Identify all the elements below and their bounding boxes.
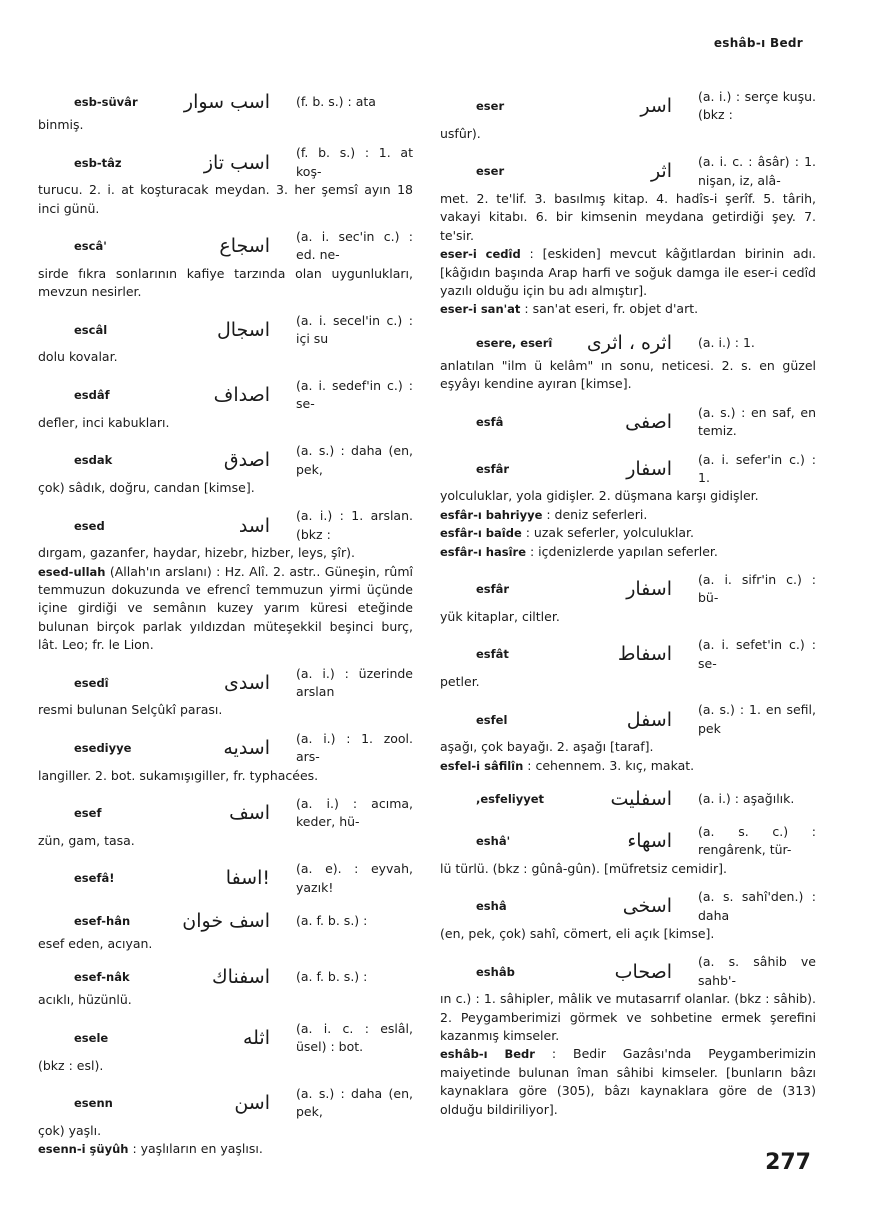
- headword: eshâ: [476, 899, 507, 914]
- grammar-info: (a. i. sec'in c.) : ed. ne-: [296, 229, 413, 263]
- definition: met. 2. te'lif. 3. basılmış kitap. 4. hadîs-i şerîf. 5. târih, vakayi kitabı. 6. bir kimsenin meydana getirdiği şey. 7. te'sir.: [440, 191, 816, 243]
- entry-head: [38, 312, 413, 349]
- entry-head: [440, 785, 816, 813]
- entry-head: [440, 571, 816, 608]
- arabic-script: اصحاب: [614, 960, 672, 983]
- definition: binmiş.: [38, 117, 84, 132]
- definition: anlatılan "ilm ü kelâm" ın sonu, neticesi. 2. s. en güzel eşyâyı kendine ayıran [kimse].: [440, 357, 816, 392]
- dictionary-entry: [440, 88, 816, 143]
- grammar-info: (a. i.) : üzerinde arslan: [296, 665, 413, 699]
- definition: sirde fıkra sonlarının kafiye tarzında olan uygunlukları, mevzun nesirler.: [38, 265, 413, 300]
- arabic-script: !اسفا: [225, 867, 270, 890]
- dictionary-entry: [440, 571, 816, 626]
- dictionary-entry: [38, 665, 413, 720]
- dictionary-entry: [440, 329, 816, 394]
- left-column: [38, 88, 413, 1169]
- dictionary-entry: [38, 860, 413, 897]
- headword: esediyye: [74, 740, 132, 755]
- sub-definition: (Allah'ın arslanı) : Hz. Alî. 2. astr.. Güneşin, rûmî temmuzun dokuzunda ve efrencî temmuzun yirmi üçünde içine girdiği ve semânın kuzey yarım küresi eteğinde bulunan birçok parlak yıldızdan müteşekkil beşinci burç, lât. Leo; fr. le Lion.: [38, 563, 413, 653]
- headword: esb-tâz: [74, 155, 122, 170]
- dictionary-entry: [38, 377, 413, 432]
- headword: esed: [74, 518, 105, 533]
- sub-definition: : [eskiden] mevcut kâğıtlardan birinin adı. [kâğıdın başında Arap harfi ve soğuk damga ile eser-i cedîd yazılı olduğu için bu adı almıştır].: [440, 246, 816, 299]
- grammar-info: (a. s.) : daha (en, pek,: [296, 1086, 413, 1120]
- definition: dırgam, gazanfer, haydar, hizebr, hizber, leys, şîr).: [38, 545, 355, 561]
- sub-definition: : yaşlıların en yaşlısı.: [132, 1141, 263, 1157]
- entry-head: [440, 636, 816, 673]
- arabic-script: اسجال: [216, 318, 270, 341]
- dictionary-entry: [440, 888, 816, 943]
- arabic-script: اثله: [242, 1027, 270, 1050]
- dictionary-entry: [440, 404, 816, 441]
- definition: acıklı, hüzünlü.: [38, 992, 132, 1008]
- headword: esfât: [476, 647, 509, 662]
- entry-head: [38, 963, 413, 991]
- grammar-info: (a. i.) : aşağılık.: [698, 790, 795, 806]
- headword: eshâb: [476, 964, 515, 979]
- grammar-info: (a. i.) : acıma, keder, hü-: [296, 796, 413, 830]
- headword: escâl: [74, 322, 108, 337]
- headword: esdak: [74, 453, 113, 468]
- dictionary-entry: [38, 795, 413, 850]
- arabic-script: اسدى: [223, 671, 270, 694]
- arabic-script: اثر: [650, 160, 672, 183]
- headword: esedî: [74, 675, 109, 690]
- arabic-script: اسر: [640, 95, 672, 118]
- entry-head: [440, 888, 816, 925]
- grammar-info: (a. i. sedef'in c.) : se-: [296, 377, 413, 412]
- arabic-script: اسف خوان: [182, 909, 270, 932]
- definition: yük kitaplar, ciltler.: [440, 608, 560, 624]
- definition: çok) sâdık, doğru, candan [kimse].: [38, 479, 255, 495]
- dictionary-entry: [38, 312, 413, 367]
- sub-entry: [38, 1140, 413, 1158]
- grammar-info: (a. f. b. s.) :: [296, 969, 368, 985]
- definition: (en, pek, çok) sahî, cömert, eli açık [kimse].: [440, 926, 715, 942]
- grammar-info: (a. i. sefer'in c.) : 1.: [698, 451, 816, 485]
- page-number: 277: [765, 1150, 811, 1175]
- entry-head: [38, 795, 413, 832]
- entry-head: [38, 88, 413, 116]
- entry-head: [440, 88, 816, 125]
- headword: esdâf: [74, 388, 110, 403]
- dictionary-entry: [38, 228, 413, 302]
- arabic-script: اسفليت: [610, 787, 672, 810]
- headword: escâ': [74, 239, 107, 254]
- headword: esef-nâk: [74, 970, 130, 985]
- arabic-script: اسب سوار: [183, 90, 270, 113]
- arabic-script: اسخى: [622, 895, 672, 918]
- definition: petler.: [440, 673, 480, 689]
- grammar-info: (f. b. s.) : ata: [296, 93, 376, 109]
- sub-headword: eser-i san'at: [440, 302, 521, 317]
- grammar-info: (a. i. secel'in c.) : içi su: [296, 312, 413, 347]
- grammar-info: (a. i. sefet'in c.) : se-: [698, 637, 816, 671]
- grammar-info: (a. i. sifr'in c.) : bü-: [698, 571, 816, 606]
- sub-entry: [440, 1045, 816, 1119]
- grammar-info: (a. i. c. : âsâr) : 1. nişan, iz, alâ-: [698, 154, 816, 188]
- grammar-info: (a. s. sâhib ve sahb'-: [698, 954, 816, 988]
- dictionary-entry: [38, 730, 413, 785]
- definition: çok) yaşlı.: [38, 1122, 102, 1138]
- arabic-script: اسفاط: [617, 643, 672, 666]
- grammar-info: (a. f. b. s.) :: [296, 912, 368, 928]
- right-column: [440, 88, 816, 1129]
- dictionary-entry: [440, 636, 816, 691]
- arabic-script: اسفار: [626, 457, 672, 480]
- sub-headword: esfâr-ı bahriyye: [440, 507, 543, 522]
- definition: dolu kovalar.: [38, 349, 118, 365]
- dictionary-entry: [38, 144, 413, 218]
- arabic-script: اصفى: [625, 410, 672, 433]
- dictionary-entry: [440, 451, 816, 561]
- dictionary-entry: [440, 153, 816, 319]
- headword: esere, eserî: [476, 335, 553, 350]
- dictionary-entry: [440, 823, 816, 878]
- sub-definition: : deniz seferleri.: [546, 506, 648, 522]
- grammar-info: (a. s.) : en saf, en temiz.: [698, 404, 816, 439]
- grammar-info: (a. i.) : 1. zool. ars-: [296, 730, 413, 765]
- arabic-script: اسجاع: [219, 235, 270, 258]
- sub-entry: [440, 506, 816, 524]
- arabic-script: اسب تاز: [203, 151, 270, 174]
- entry-head: [440, 701, 816, 738]
- dictionary-entry: [38, 907, 413, 953]
- sub-headword: esed-ullah: [38, 564, 106, 579]
- sub-headword: esfâr-ı baîde: [440, 526, 522, 541]
- entry-head: [38, 442, 413, 479]
- definition: aşağı, çok bayağı. 2. aşağı [taraf].: [440, 739, 654, 755]
- headword: esfâr: [476, 582, 510, 597]
- entry-head: [440, 451, 816, 488]
- entry-head: [38, 1085, 413, 1122]
- sub-headword: eser-i cedîd: [440, 247, 521, 262]
- dictionary-entry: [38, 442, 413, 497]
- grammar-info: (a. i.) : serçe kuşu. (bkz :: [698, 89, 816, 123]
- definition: ın c.) : 1. sâhipler, mâlik ve mutasarrıf olanlar. (bkz : sâhib). 2. Peygamberimizi görmek ve sohbetine ermek şerefini kazanmış kimseler.: [440, 991, 816, 1044]
- entry-head: [440, 153, 816, 190]
- definition: yolculuklar, yola gidişler. 2. düşmana karşı gidişler.: [440, 488, 759, 504]
- dictionary-entry: [38, 507, 413, 654]
- sub-headword: esfel-i sâfilîn: [440, 758, 524, 773]
- arabic-script: اسفناك: [212, 966, 270, 989]
- dictionary-entry: [38, 1020, 413, 1075]
- headword: esfâr: [476, 461, 510, 476]
- entry-head: [440, 823, 816, 860]
- grammar-info: (a. i.) : 1. arslan. (bkz :: [296, 508, 413, 542]
- sub-definition: : Bedir Gazâsı'nda Peygamberimizin maiyetinde bulunan îman sâhibi kimseler. [bunların bâzı kaynaklara göre (305), bâzı kaynaklara göre de (313) olduğu bildiriliyor].: [440, 1046, 817, 1117]
- arabic-script: اسديه: [223, 736, 270, 759]
- grammar-info: (a. i. c. : eslâl, üsel) : bot.: [296, 1020, 413, 1055]
- headword: esele: [74, 1031, 109, 1046]
- headword: esef: [74, 806, 102, 821]
- grammar-info: (a. s. c.) : rengârenk, tür-: [698, 824, 816, 858]
- sub-entry: [38, 563, 413, 655]
- arabic-script: اسف: [229, 802, 270, 825]
- sub-entry: [440, 245, 816, 300]
- sub-headword: esfâr-ı hasîre: [440, 544, 527, 559]
- running-head: eshâb-ı Bedr: [713, 36, 803, 50]
- dictionary-entry: [38, 1085, 413, 1159]
- entry-head: [38, 665, 413, 702]
- headword: eser: [476, 99, 505, 114]
- arabic-script: اسن: [234, 1092, 270, 1115]
- entry-head: [38, 860, 413, 897]
- definition: resmi bulunan Selçûkî parası.: [38, 702, 223, 718]
- definition: defler, inci kabukları.: [38, 414, 170, 430]
- arabic-script: اصدق: [223, 449, 270, 472]
- arabic-script: اسفار: [626, 578, 672, 601]
- definition: esef eden, acıyan.: [38, 936, 153, 952]
- headword: esenn: [74, 1096, 113, 1111]
- headword: ,esfeliyyet: [476, 791, 544, 806]
- entry-head: [440, 953, 816, 990]
- headword: esefâ!: [74, 871, 115, 886]
- definition: zün, gam, tasa.: [38, 832, 135, 848]
- headword: esfel: [476, 712, 508, 727]
- entry-head: [38, 730, 413, 767]
- entry-head: [440, 404, 816, 441]
- sub-definition: : içdenizlerde yapılan seferler.: [530, 543, 718, 559]
- sub-entry: [440, 300, 816, 318]
- dictionary-entry: [38, 963, 413, 1009]
- arabic-script: اثره ، اثرى: [586, 331, 672, 354]
- sub-entry: [440, 543, 816, 561]
- dictionary-entry: [440, 785, 816, 813]
- dictionary-entry: [38, 88, 413, 134]
- headword: esef-hân: [74, 913, 131, 928]
- entry-head: [38, 1020, 413, 1057]
- grammar-info: (a. s. sahî'den.) : daha: [698, 889, 816, 923]
- entry-head: [38, 228, 413, 265]
- sub-definition: : san'at eseri, fr. objet d'art.: [524, 301, 699, 317]
- arabic-script: اسد: [238, 514, 270, 537]
- definition: langiller. 2. bot. sukamışıgiller, fr. typhacées.: [38, 767, 319, 783]
- entry-head: [38, 377, 413, 414]
- sub-entry: [440, 524, 816, 542]
- entry-head: [38, 144, 413, 181]
- grammar-info: (f. b. s.) : 1. at koş-: [296, 145, 413, 179]
- sub-entry: [440, 757, 816, 775]
- headword: eser: [476, 164, 505, 179]
- headword: esfâ: [476, 414, 504, 429]
- sub-headword: eshâb-ı Bedr: [440, 1047, 535, 1062]
- dictionary-entry: [440, 953, 816, 1119]
- grammar-info: (a. s.) : 1. en sefil, pek: [698, 702, 816, 736]
- definition: lü türlü. (bkz : gûnâ-gûn). [müfretsiz cemidir].: [440, 860, 727, 876]
- dictionary-entry: [440, 701, 816, 775]
- grammar-info: (a. s.) : daha (en, pek,: [296, 443, 413, 477]
- entry-head: [440, 329, 816, 357]
- entry-head: [38, 907, 413, 935]
- arabic-script: اسفل: [626, 708, 672, 731]
- sub-definition: : uzak seferler, yolculuklar.: [525, 525, 695, 541]
- arabic-script: اسهاء: [627, 830, 672, 853]
- definition: (bkz : esl).: [38, 1057, 104, 1073]
- entry-head: [38, 507, 413, 544]
- grammar-info: (a. e). : eyvah, yazık!: [296, 861, 413, 895]
- definition: turucu. 2. i. at koşturacak meydan. 3. her şemsî ayın 18 inci günü.: [38, 182, 413, 216]
- grammar-info: (a. i.) : 1.: [698, 334, 755, 350]
- definition: usfûr).: [440, 125, 481, 141]
- arabic-script: اصداف: [213, 384, 270, 407]
- headword: esb-süvâr: [74, 94, 138, 109]
- sub-headword: esenn-i şüyûh: [38, 1142, 129, 1157]
- headword: eshâ': [476, 834, 511, 849]
- sub-definition: : cehennem. 3. kıç, makat.: [527, 757, 695, 773]
